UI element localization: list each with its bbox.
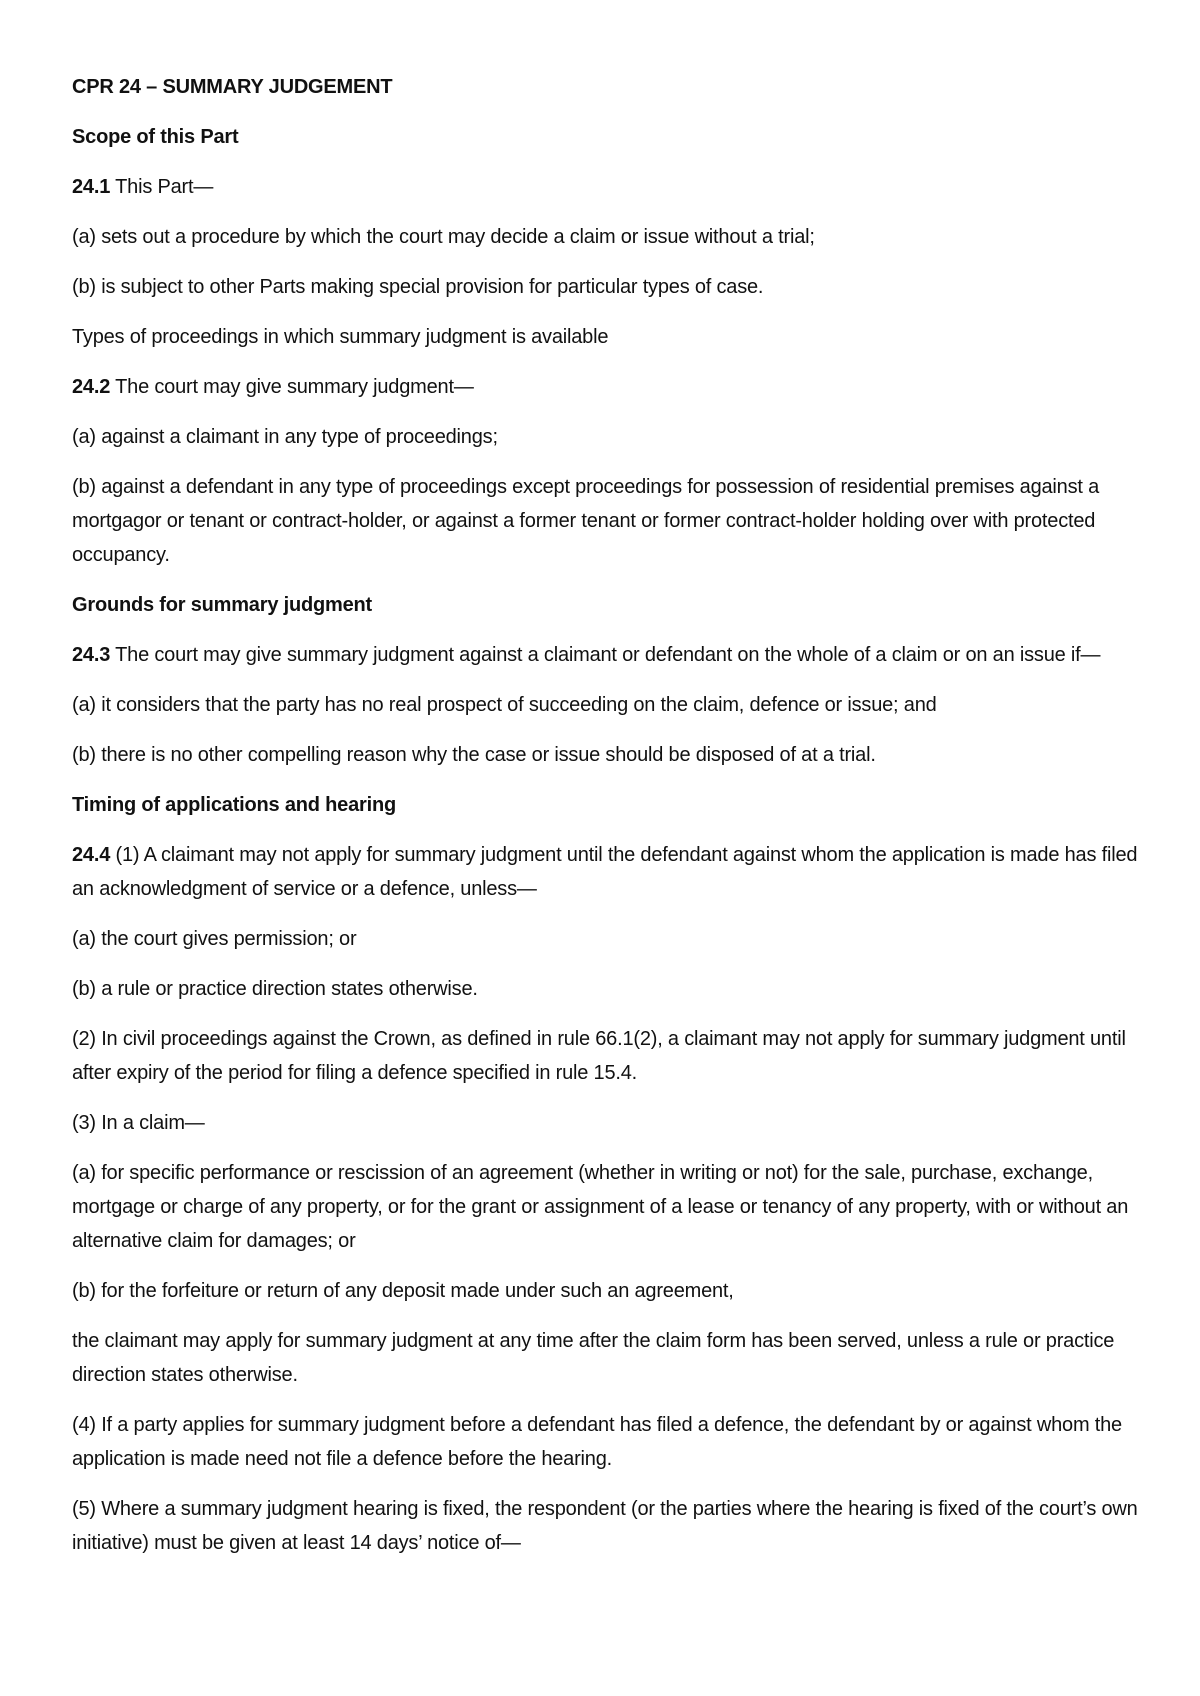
heading-scope: Scope of this Part — [72, 126, 239, 148]
rule-24-3-b: (b) there is no other compelling reason why the case or issue should be disposed of at a trial. — [72, 744, 876, 766]
rule-24-4-1-a: (a) the court gives permission; or — [72, 928, 357, 950]
rule-24-4-1 — [72, 838, 1140, 906]
rule-24-4-3-a: (a) for specific performance or rescission of an agreement (whether in writing or not) for the sale, purchase, exchange, mortgage or charge of any property, or for the grant or assignment of a lease or tenancy of any property, with or without an alternative claim for damages; or — [72, 1162, 1129, 1252]
rule-number: 24.1 — [72, 176, 111, 198]
document-body — [72, 70, 1140, 1576]
heading-timing: Timing of applications and hearing — [72, 794, 396, 816]
heading-grounds: Grounds for summary judgment — [72, 594, 372, 616]
rule-text: The court may give summary judgment— — [110, 376, 474, 398]
rule-24-4-1-b: (b) a rule or practice direction states otherwise. — [72, 978, 478, 1000]
rule-24-3 — [72, 638, 1140, 672]
rule-24-4-3: (3) In a claim— — [72, 1112, 205, 1134]
rule-24-4-5: (5) Where a summary judgment hearing is fixed, the respondent (or the parties where the hearing is fixed of the court’s own initiative) must be given at least 14 days’ notice of— — [72, 1498, 1138, 1554]
rule-24-1-a: (a) sets out a procedure by which the court may decide a claim or issue without a trial; — [72, 226, 815, 248]
rule-24-2-a: (a) against a claimant in any type of proceedings; — [72, 426, 498, 448]
rule-24-4-3-b: (b) for the forfeiture or return of any deposit made under such an agreement, — [72, 1280, 734, 1302]
rule-number: 24.4 — [72, 844, 111, 866]
rule-24-2-b: (b) against a defendant in any type of proceedings except proceedings for possession of residential premises against a mortgagor or tenant or contract-holder, or against a former tenant or former contract-holder holding over with protected occupancy. — [72, 476, 1100, 566]
rule-24-1 — [72, 170, 1140, 204]
rule-24-3-a: (a) it considers that the party has no real prospect of succeeding on the claim, defence or issue; and — [72, 694, 937, 716]
rule-24-4-3-tail: the claimant may apply for summary judgment at any time after the claim form has been served, unless a rule or practice direction states otherwise. — [72, 1330, 1115, 1386]
rule-24-4-2: (2) In civil proceedings against the Crown, as defined in rule 66.1(2), a claimant may not apply for summary judgment until after expiry of the period for filing a defence specified in rule 15.4. — [72, 1028, 1126, 1084]
document-title: CPR 24 – SUMMARY JUDGEMENT — [72, 76, 393, 98]
rule-24-2 — [72, 370, 1140, 404]
rule-text: The court may give summary judgment against a claimant or defendant on the whole of a claim or on an issue if— — [110, 644, 1101, 666]
heading-types: Types of proceedings in which summary judgment is available — [72, 326, 609, 348]
rule-24-1-b: (b) is subject to other Parts making special provision for particular types of case. — [72, 276, 764, 298]
rule-24-4-4: (4) If a party applies for summary judgment before a defendant has filed a defence, the defendant by or against whom the application is made need not file a defence before the hearing. — [72, 1414, 1122, 1470]
rule-number: 24.2 — [72, 376, 111, 398]
rule-text: (1) A claimant may not apply for summary judgment until the defendant against whom the application is made has filed an acknowledgment of service or a defence, unless— — [72, 844, 1138, 900]
rule-number: 24.3 — [72, 644, 111, 666]
rule-text: This Part— — [110, 176, 214, 198]
